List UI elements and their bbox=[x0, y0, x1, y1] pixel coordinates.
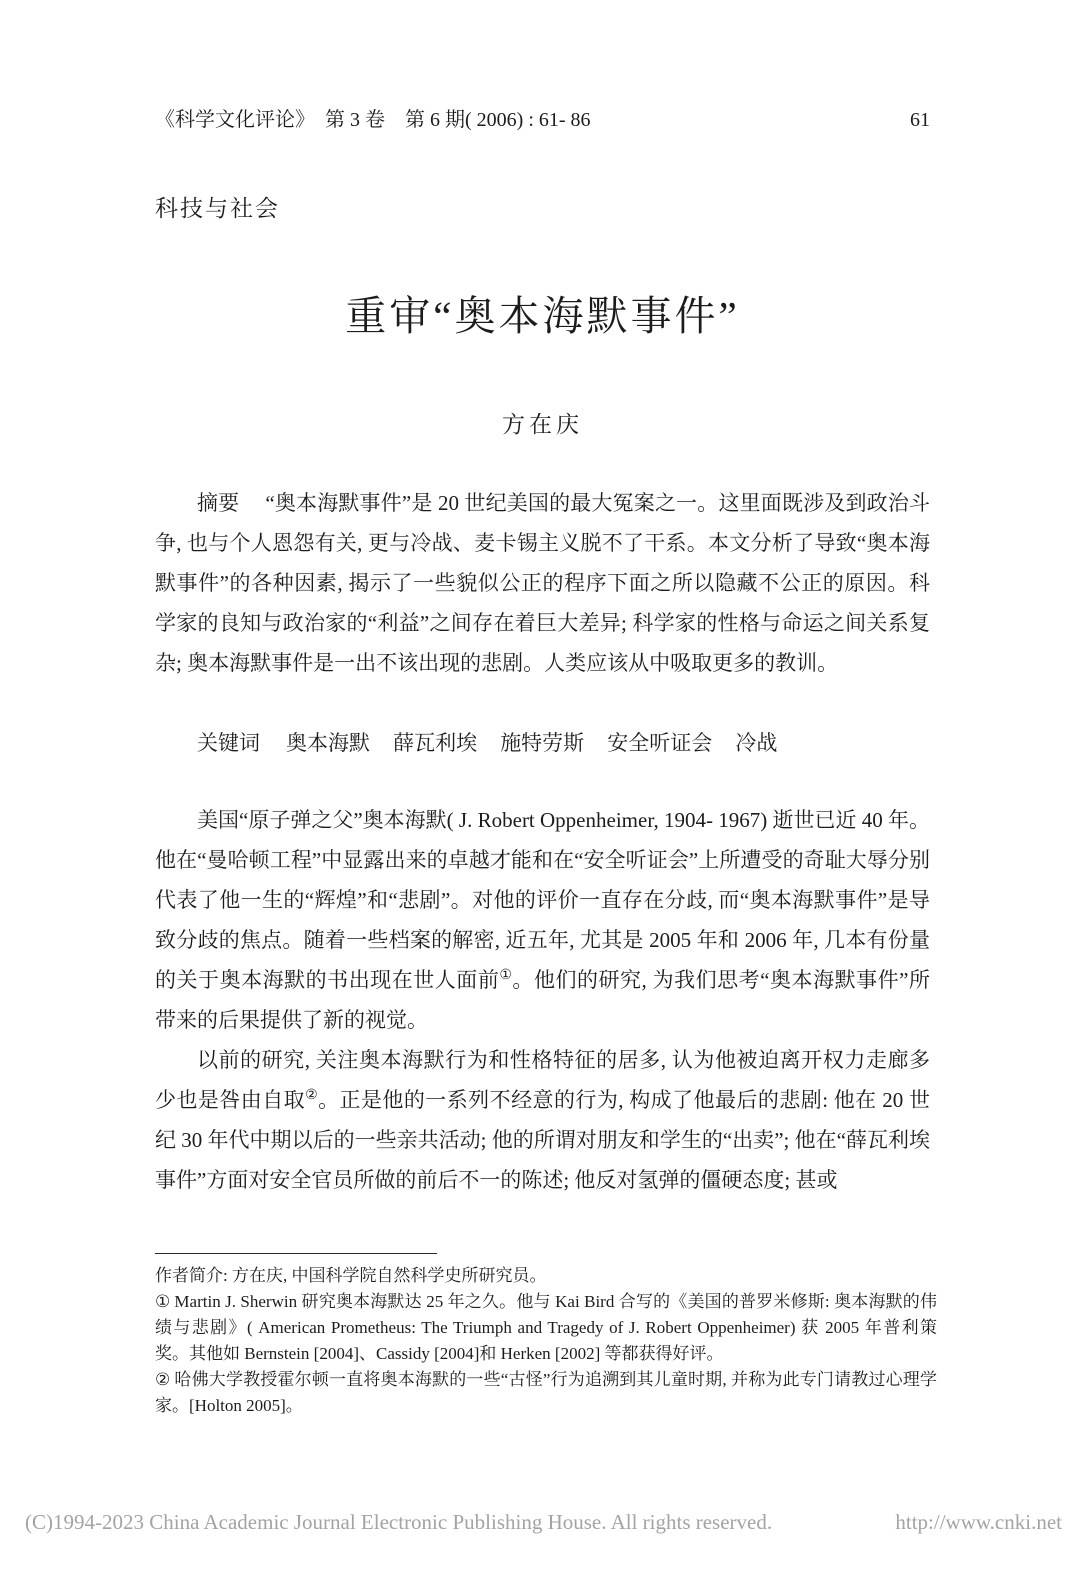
keyword-item: 奥本海默 bbox=[286, 731, 370, 755]
page-number: 61 bbox=[910, 109, 930, 131]
keywords-list bbox=[286, 731, 777, 755]
paragraph-text: 美国“原子弹之父”奥本海默( J. Robert Oppenheimer, 1904- 1967) 逝世已近 40 年。他在“曼哈顿工程”中显露出来的卓越才能和在“安全听证会”上所遭受的奇耻大辱分别代表了他一生的“辉煌”和“悲剧”。对他的评价一直存在分歧, 而“奥本海默事件”是导致分歧的焦点。随着一些档案的解密, 近五年, 尤其是 2005 年和 2006 年, 几本有份量的关于奥本海默的书出现在世人面前 bbox=[155, 808, 930, 992]
journal-citation: 《科学文化评论》 第 3 卷 第 6 期( 2006) : 61- 86 bbox=[155, 109, 591, 131]
footnote-1 bbox=[155, 1289, 937, 1367]
author-bio: 作者简介: 方在庆, 中国科学院自然科学史所研究员。 bbox=[155, 1266, 547, 1285]
keywords-label: 关键词 bbox=[197, 731, 260, 755]
footnote-ref-1: ① bbox=[499, 968, 513, 983]
section-label: 科技与社会 bbox=[155, 196, 280, 221]
footnote-text-1: Martin J. Sherwin 研究奥本海默达 25 年之久。他与 Kai Bird 合写的《美国的普罗米修斯: 奥本海默的伟绩与悲剧》( American Prometheus: The Triumph and Tragedy of J. Robert Oppenheimer) 获 2005 年普利策奖。其他如 Bernstein [2004]、Cassidy [2004]和 Herken [2002] 等都获得好评。 bbox=[155, 1292, 937, 1363]
body-paragraph-2 bbox=[155, 1040, 930, 1200]
article-title: 重审“奥本海默事件” bbox=[345, 293, 740, 339]
abstract bbox=[155, 483, 930, 683]
page-header bbox=[155, 103, 930, 132]
paragraph-text: 。正是他的一系列不经意的行为, 构成了他最后的悲剧: 他在 20 世纪 30 年代中期以后的一些亲共活动; 他的所谓对朋友和学生的“出卖”; 他在“薛瓦利埃事件”方面对安全官员所做的前后不一的陈述; 他反对氢弹的僵硬态度; 甚或 bbox=[155, 1088, 930, 1192]
paragraph-text: 以前的研究, 关注奥本海默行为和性格特征的居多, 认为他被迫离开权力走廊多少也是咎由自取 bbox=[155, 1048, 930, 1112]
keyword-item: 施特劳斯 bbox=[500, 731, 585, 755]
footnote-marker-2: ② bbox=[155, 1370, 171, 1389]
abstract-text: “奥本海默事件”是 20 世纪美国的最大冤案之一。这里面既涉及到政治斗争, 也与个人恩怨有关, 更与冷战、麦卡锡主义脱不了干系。本文分析了导致“奥本海默事件”的各种因素, 揭示了一些貌似公正的程序下面之所以隐藏不公正的原因。科学家的良知与政治家的“利益”之间存在着巨大差异; 科学家的性格与命运之间关系复杂; 奥本海默事件是一出不该出现的悲剧。人类应该从中吸取更多的教训。 bbox=[155, 491, 931, 675]
abstract-label: 摘要 bbox=[197, 491, 240, 515]
footnotes bbox=[155, 1263, 937, 1419]
copyright-text: (C)1994-2023 China Academic Journal Electronic Publishing House. All rights reserved. bbox=[25, 1510, 773, 1534]
author-name: 方在庆 bbox=[502, 412, 583, 437]
body-paragraph-1 bbox=[155, 800, 930, 1040]
keywords bbox=[155, 723, 930, 763]
keyword-item: 安全听证会 bbox=[607, 731, 713, 755]
article-body bbox=[155, 800, 930, 1200]
site-url: http://www.cnki.net bbox=[895, 1510, 1062, 1534]
keyword-item: 薛瓦利埃 bbox=[393, 731, 478, 755]
footnote-divider bbox=[155, 1253, 437, 1254]
keyword-item: 冷战 bbox=[735, 731, 778, 755]
footnote-text-2: 哈佛大学教授霍尔顿一直将奥本海默的一些“古怪”行为追溯到其儿童时期, 并称为此专门请教过心理学家。[Holton 2005]。 bbox=[155, 1370, 937, 1415]
footnote-2 bbox=[155, 1367, 937, 1419]
footnote-marker-1: ① bbox=[155, 1292, 171, 1311]
page-footer bbox=[25, 1510, 1062, 1535]
paragraph-text: 。他们的研究, 为我们思考“奥本海默事件”所带来的后果提供了新的视觉。 bbox=[155, 968, 930, 1032]
footnote-ref-2: ② bbox=[305, 1088, 319, 1103]
